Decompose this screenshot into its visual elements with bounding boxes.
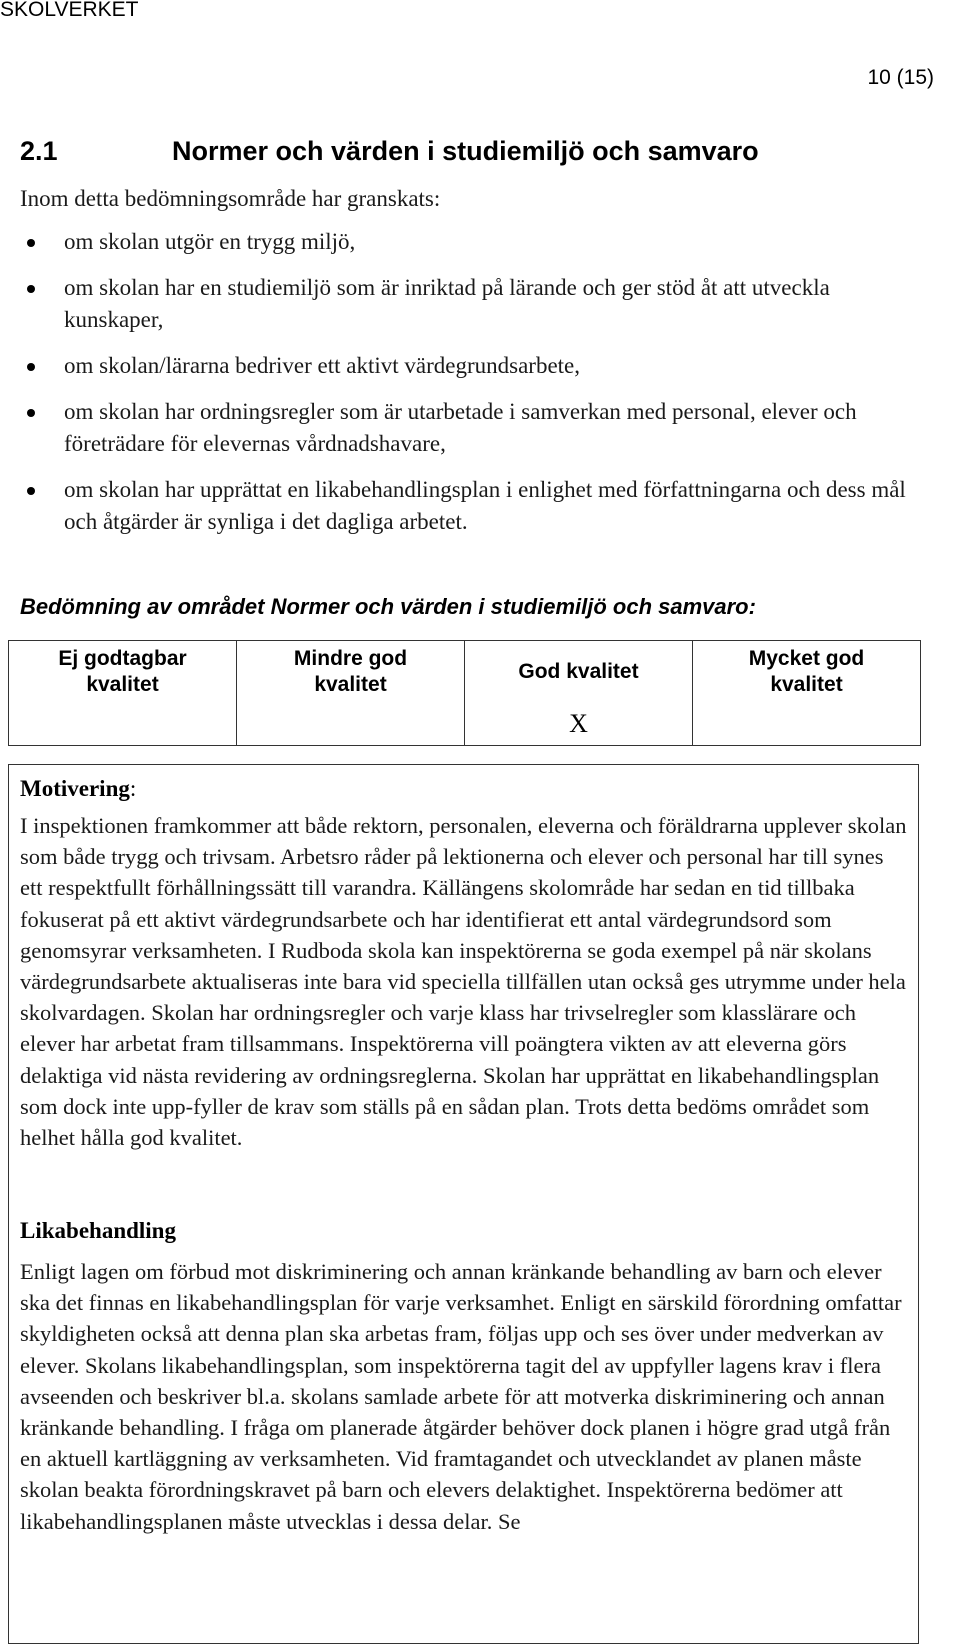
- assessment-title: Bedömning av området Normer och värden i studiemiljö och samvaro:: [20, 594, 756, 619]
- likabehandling-text: Enligt lagen om förbud mot diskriminering och annan kränkande behandling av barn och elever ska det finnas en likabehandlingsplan för varje verksamhet. Enligt en särskild förordning omfattar skyldigheten också att denna plan ska arbetas fram, följas upp och ses över under medverkan av elever. Skolans likabehandlingsplan, som inspektörerna tagit del av uppfyller lagens krav i flera avseenden och beskriver bl.a. skolans samlade arbete för att motverka diskriminering och annan kränkande behandling. I fråga om planerade åtgärder behöver dock planen i högre grad utgå från en aktuell kartläggning av verksamheten. Vid framtagandet och utvecklandet av planen måste skolan beakta förordningskravet på barn och elevers delaktighet. Inspektörerna bedömer att likabehandlingsplanen måste utvecklas i dessa delar. Se: [20, 1259, 902, 1534]
- criteria-list: [20, 226, 920, 552]
- grade-level-less-good: [237, 641, 465, 704]
- grade-level-very-good: [693, 641, 921, 704]
- grade-mark-row: [9, 703, 921, 746]
- motivation-label-colon: :: [129, 776, 137, 801]
- grade-level-label: kvalitet: [86, 673, 159, 696]
- motivation-label: [20, 776, 136, 802]
- bullet-icon: [27, 285, 35, 293]
- grade-mark-cell: [9, 703, 237, 746]
- list-item: [20, 272, 920, 336]
- motivation-label-text: Motivering: [20, 776, 130, 801]
- list-item-text: om skolan har upprättat en likabehandlingsplan i enlighet med författningarna och dess mål och åtgärder är synliga i det dagliga arbetet.: [64, 477, 906, 534]
- section-intro: Inom detta bedömningsområde har granskats:: [20, 186, 441, 211]
- grade-level-good: [465, 641, 693, 704]
- grade-mark-cell: [237, 703, 465, 746]
- grade-mark-cell: [693, 703, 921, 746]
- grade-level-label: kvalitet: [314, 673, 387, 696]
- list-item-text: om skolan utgör en trygg miljö,: [64, 229, 356, 254]
- list-item: [20, 396, 920, 460]
- list-item: [20, 226, 920, 258]
- motivation-text: I inspektionen framkommer att både rektorn, personalen, eleverna och föräldrarna upplever skolan som både trygg och trivsam. Arbetsro råder på lektionerna och elever och personal har till synes ett respektfullt förhållningssätt till varandra. Källängens skolområde har sedan en tid tillbaka fokuserat på ett aktivt värdegrundsarbete och har identifierat ett antal värdegrundsord som genomsyrar verksamheten. I Rudboda skola kan inspektörerna se goda exempel på när skolans värdegrundsarbete aktualiseras inte bara vid speciella tillfällen utan också ges utrymme under hela skolvardagen. Skolan har ordningsregler och varje klass har trivselregler som klasslärare och elever har arbetat fram tillsammans. Inspektörerna vill poängtera vikten av att eleverna görs delaktiga vid nästa revidering av ordningsreglerna. Skolan har upprättat en likabehandlingsplan som dock inte upp-fyller de krav som ställs på en sådan plan. Trots detta bedöms området som helhet hålla god kvalitet.: [20, 813, 907, 1151]
- bullet-icon: [27, 239, 35, 247]
- page-number: 10 (15): [867, 66, 934, 89]
- list-item: [20, 350, 920, 382]
- grade-level-label: God kvalitet: [518, 660, 639, 683]
- organization-name: SKOLVERKET: [0, 0, 139, 21]
- grade-level-not-acceptable: [9, 641, 237, 704]
- grade-level-label: kvalitet: [770, 673, 843, 696]
- section-title: Normer och värden i studiemiljö och samvaro: [172, 136, 759, 166]
- grade-level-label: Mindre god: [293, 647, 408, 670]
- list-item-text: om skolan har ordningsregler som är utarbetade i samverkan med personal, elever och företrädare för elevernas vårdnadshavare,: [64, 399, 857, 456]
- list-item-text: om skolan har en studiemiljö som är inriktad på lärande och ger stöd åt att utveckla kunskaper,: [64, 275, 830, 332]
- grade-level-label: Ej godtagbar: [58, 647, 187, 670]
- bullet-icon: [27, 363, 35, 371]
- grade-level-label: Mycket god: [748, 647, 865, 670]
- bullet-icon: [27, 409, 35, 417]
- list-item-text: om skolan/lärarna bedriver ett aktivt värdegrundsarbete,: [64, 353, 581, 378]
- list-item: [20, 474, 920, 538]
- section-number: 2.1: [20, 136, 58, 166]
- grade-header-row: [9, 641, 921, 704]
- assessment-grade-table: [8, 640, 921, 746]
- grade-mark-cell: X: [465, 703, 693, 746]
- likabehandling-heading: Likabehandling: [20, 1218, 176, 1243]
- section-heading: [20, 136, 759, 167]
- bullet-icon: [27, 487, 35, 495]
